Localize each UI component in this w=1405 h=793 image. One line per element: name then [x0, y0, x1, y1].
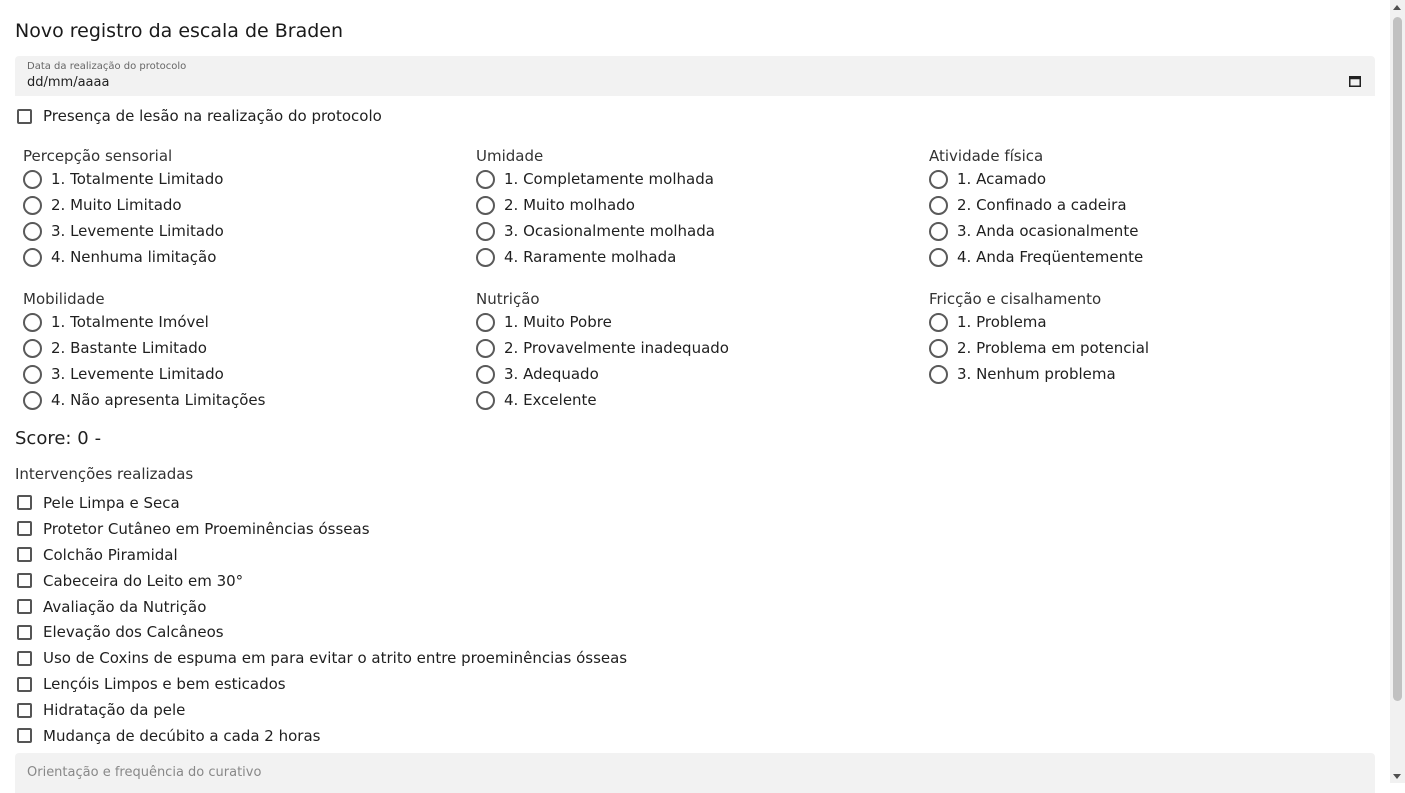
radio-button[interactable] [23, 313, 42, 332]
radio-button[interactable] [23, 196, 42, 215]
radio-option[interactable] [23, 192, 463, 218]
protocol-date-input[interactable] [15, 56, 1375, 96]
intervention-checkbox[interactable] [17, 728, 32, 743]
radio-button[interactable] [929, 339, 948, 358]
radio-option[interactable] [476, 244, 916, 270]
intervention-item[interactable] [15, 645, 627, 671]
arrow-down-icon[interactable] [1393, 774, 1401, 779]
intervention-item[interactable] [15, 619, 627, 645]
radio-option[interactable] [929, 335, 1369, 361]
intervention-label: Elevação dos Calcâneos [43, 623, 224, 642]
radio-label: 2. Confinado a cadeira [957, 196, 1127, 214]
radio-label: 2. Bastante Limitado [51, 339, 207, 357]
radio-button[interactable] [476, 391, 495, 410]
radio-option[interactable] [929, 166, 1369, 192]
radio-option[interactable] [23, 166, 463, 192]
lesion-checkbox-row[interactable] [15, 106, 382, 126]
radio-label: 3. Levemente Limitado [51, 222, 224, 240]
radio-button[interactable] [476, 222, 495, 241]
intervention-checkbox[interactable] [17, 651, 32, 666]
intervention-checkbox[interactable] [17, 521, 32, 536]
radio-label: 4. Raramente molhada [504, 248, 677, 266]
intervention-item[interactable] [15, 490, 627, 516]
protocol-date-value[interactable]: dd/mm/aaaa [27, 75, 110, 90]
group-label: Percepção sensorial [23, 147, 173, 165]
group-label: Atividade física [929, 147, 1044, 165]
dressing-notes-field[interactable] [15, 753, 1375, 793]
interventions-title: Intervenções realizadas [15, 465, 194, 483]
radio-option[interactable] [929, 309, 1369, 335]
radio-option[interactable] [23, 335, 463, 361]
intervention-checkbox[interactable] [17, 677, 32, 692]
radio-option[interactable] [929, 192, 1369, 218]
intervention-label: Colchão Piramidal [43, 545, 178, 564]
radio-label: 1. Completamente molhada [504, 170, 714, 188]
score-classification: - [94, 428, 102, 449]
score-display [15, 428, 107, 449]
radio-option[interactable] [929, 361, 1369, 387]
intervention-item[interactable] [15, 697, 627, 723]
radio-button[interactable] [929, 196, 948, 215]
radio-button[interactable] [476, 196, 495, 215]
intervention-checkbox[interactable] [17, 703, 32, 718]
radio-option[interactable] [476, 166, 916, 192]
calendar-icon[interactable] [1349, 75, 1361, 87]
radio-label: 1. Problema [957, 313, 1047, 331]
group-percepcao-sensorial [23, 146, 463, 270]
group-label: Mobilidade [23, 290, 105, 308]
radio-button[interactable] [23, 365, 42, 384]
radio-option[interactable] [476, 218, 916, 244]
radio-button[interactable] [23, 339, 42, 358]
scrollbar-thumb[interactable] [1393, 17, 1402, 701]
radio-label: 2. Problema em potencial [957, 339, 1150, 357]
vertical-scrollbar[interactable] [1390, 0, 1405, 783]
radio-option[interactable] [23, 218, 463, 244]
intervention-label: Cabeceira do Leito em 30° [43, 571, 244, 590]
radio-label: 3. Ocasionalmente molhada [504, 222, 715, 240]
group-nutricao [476, 289, 916, 413]
interventions-list [15, 490, 627, 749]
radio-label: 4. Excelente [504, 391, 597, 409]
radio-label: 2. Muito Limitado [51, 196, 182, 214]
radio-option[interactable] [929, 218, 1369, 244]
radio-label: 2. Provavelmente inadequado [504, 339, 729, 357]
arrow-up-icon[interactable] [1393, 5, 1401, 10]
radio-button[interactable] [929, 313, 948, 332]
intervention-label: Uso de Coxins de espuma em para evitar o atrito entre proeminências ósseas [43, 649, 628, 668]
radio-label: 3. Adequado [504, 365, 599, 383]
page-title: Novo registro da escala de Braden [15, 20, 344, 42]
radio-button[interactable] [476, 248, 495, 267]
intervention-checkbox[interactable] [17, 495, 32, 510]
intervention-checkbox[interactable] [17, 599, 32, 614]
radio-button[interactable] [929, 222, 948, 241]
radio-button[interactable] [476, 170, 495, 189]
group-label: Fricção e cisalhamento [929, 290, 1102, 308]
intervention-checkbox[interactable] [17, 547, 32, 562]
radio-label: 1. Totalmente Imóvel [51, 313, 209, 331]
radio-option[interactable] [23, 244, 463, 270]
intervention-label: Avaliação da Nutrição [43, 597, 207, 616]
radio-button[interactable] [929, 170, 948, 189]
group-label: Nutrição [476, 290, 540, 308]
radio-button[interactable] [23, 170, 42, 189]
group-friccao-cisalhamento [929, 289, 1369, 387]
radio-label: 2. Muito molhado [504, 196, 635, 214]
group-umidade [476, 146, 916, 270]
radio-button[interactable] [476, 365, 495, 384]
intervention-label: Pele Limpa e Seca [43, 493, 180, 512]
intervention-item[interactable] [15, 671, 627, 697]
radio-label: 1. Acamado [957, 170, 1047, 188]
protocol-date-label: Data da realização do protocolo [27, 61, 187, 72]
radio-label: 3. Anda ocasionalmente [957, 222, 1139, 240]
group-label: Umidade [476, 147, 544, 165]
radio-button[interactable] [476, 339, 495, 358]
radio-label: 3. Nenhum problema [957, 365, 1116, 383]
intervention-checkbox[interactable] [17, 625, 32, 640]
intervention-checkbox[interactable] [17, 573, 32, 588]
intervention-item[interactable] [15, 568, 627, 594]
lesion-label: Presença de lesão na realização do protocolo [43, 107, 382, 125]
score-value: Score: 0 [15, 428, 89, 449]
intervention-item[interactable] [15, 594, 627, 620]
radio-label: 1. Totalmente Limitado [51, 170, 224, 188]
group-atividade-fisica [929, 146, 1369, 270]
radio-option[interactable] [23, 309, 463, 335]
radio-label: 4. Anda Freqüentemente [957, 248, 1144, 266]
intervention-label: Lençóis Limpos e bem esticados [43, 675, 286, 694]
radio-button[interactable] [476, 313, 495, 332]
dressing-notes-label: Orientação e frequência do curativo [27, 765, 262, 780]
intervention-label: Mudança de decúbito a cada 2 horas [43, 726, 321, 745]
radio-button[interactable] [929, 365, 948, 384]
radio-option[interactable] [23, 387, 463, 413]
radio-option[interactable] [929, 244, 1369, 270]
radio-option[interactable] [23, 361, 463, 387]
radio-option[interactable] [476, 192, 916, 218]
intervention-label: Protetor Cutâneo em Proeminências ósseas [43, 519, 370, 538]
radio-option[interactable] [476, 335, 916, 361]
radio-label: 1. Muito Pobre [504, 313, 612, 331]
radio-option[interactable] [476, 387, 916, 413]
group-mobilidade [23, 289, 463, 413]
radio-label: 4. Não apresenta Limitações [51, 391, 266, 409]
intervention-item[interactable] [15, 542, 627, 568]
radio-option[interactable] [476, 309, 916, 335]
radio-option[interactable] [476, 361, 916, 387]
intervention-label: Hidratação da pele [43, 701, 186, 720]
radio-label: 3. Levemente Limitado [51, 365, 224, 383]
radio-button[interactable] [23, 391, 42, 410]
radio-button[interactable] [23, 222, 42, 241]
intervention-item[interactable] [15, 723, 627, 749]
radio-label: 4. Nenhuma limitação [51, 248, 217, 266]
lesion-checkbox[interactable] [17, 109, 32, 124]
radio-button[interactable] [23, 248, 42, 267]
radio-button[interactable] [929, 248, 948, 267]
intervention-item[interactable] [15, 516, 627, 542]
